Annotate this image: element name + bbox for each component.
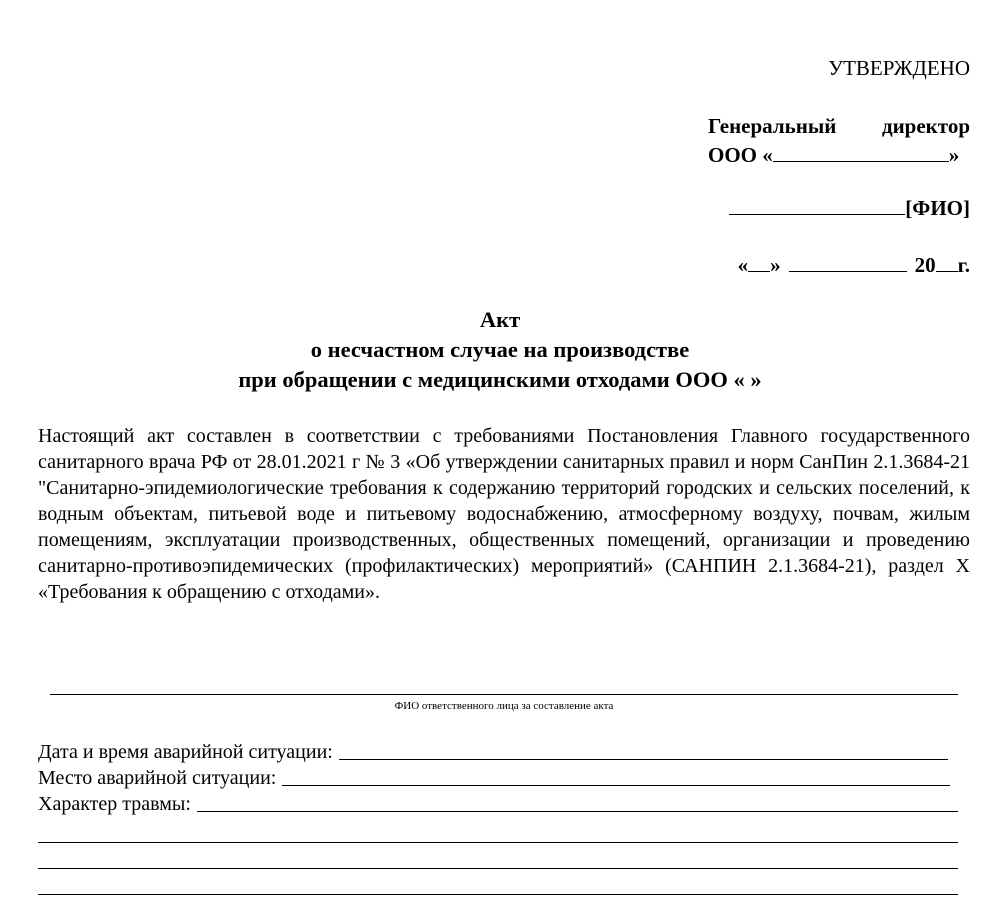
director-position [708,112,970,141]
injury-type-field [38,792,958,816]
org-name-blank[interactable] [773,144,949,162]
approval-stamp: УТВЕРЖДЕНО [828,56,970,80]
date-close-quote: » [770,253,781,277]
director-block [708,112,970,170]
responsible-person-line[interactable] [50,694,958,695]
incident-datetime-label: Дата и время аварийной ситуации: [38,741,333,763]
body-paragraph: Настоящий акт составлен в соответствии с требованиями Постановления Главного государственного санитарного врача РФ от 28.01.2021 г № 3 «Об утверждении санитарных правил и норм СанПин 2.1.3684-21 "Санитарно-эпидемиологические требования к содержанию территорий городских и сельских поселений, к водным объектам, питьевой воде и питьевому водоснабжению, атмосферному воздуху, почвам, жилым помещениям, эксплуатации производственных, общественных помещений, организации и проведению санитарно-противоэпидемических (профилактических) мероприятий» (САНПИН 2.1.3684-21), раздел X «Требования к обращению с отходами». [38,425,970,603]
approval-date-line [738,253,970,278]
incident-place-input[interactable] [282,785,950,786]
director-fio: [ФИО] [905,196,970,220]
blank-line[interactable] [38,842,958,843]
blank-line[interactable] [38,894,958,895]
organization-line [708,141,970,170]
responsible-person-caption: ФИО ответственного лица за составление акта [394,700,614,712]
year-prefix: 20 [914,253,936,277]
injury-type-label: Характер травмы: [38,793,191,815]
month-blank[interactable] [789,254,907,272]
date-open-quote: « [737,253,749,277]
year-blank[interactable] [936,254,958,272]
title-line-1: Акт [479,307,521,332]
director-signature-line [729,196,970,221]
incident-datetime-field [38,740,948,764]
incident-place-label: Место аварийной ситуации: [38,767,277,789]
document-title [0,305,1000,395]
title-line-3: при обращении с медицинскими отходами ООО « » [238,367,762,392]
blank-line[interactable] [38,868,958,869]
signature-blank[interactable] [729,197,905,215]
incident-place-field [38,766,950,790]
org-suffix: » [948,143,960,167]
org-prefix: ООО « [708,143,773,167]
injury-type-input[interactable] [197,811,958,812]
year-suffix: г. [957,253,970,277]
incident-datetime-input[interactable] [339,759,948,760]
day-blank[interactable] [748,254,770,272]
director-position-word-1: Генеральный [708,114,837,138]
director-position-word-2: директор [881,114,970,138]
title-line-2: о несчастном случае на производстве [310,337,690,362]
